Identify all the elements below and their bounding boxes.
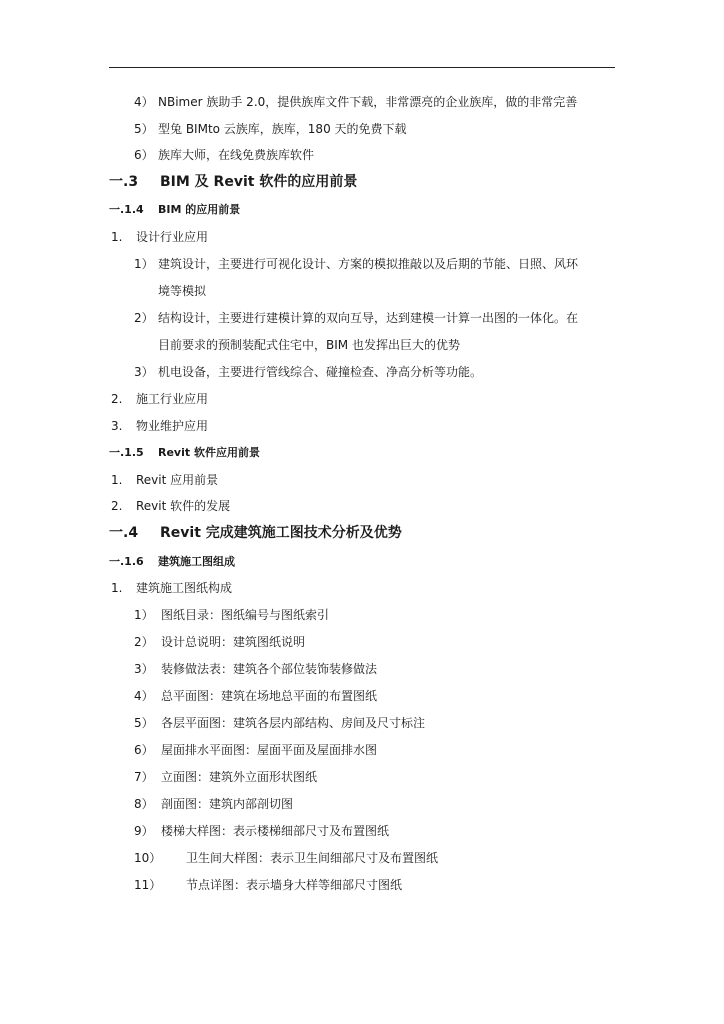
subsection-heading: BIM 的应用前景 <box>158 203 241 216</box>
list-item-text: 结构设计，主要进行建模计算的双向互导，达到建模一计算一出图的一体化。在 <box>158 311 579 325</box>
list-item-number: 3） <box>134 365 154 379</box>
list-item-number: 11） <box>134 878 162 892</box>
subsection-number: 一.1.4 <box>109 203 144 216</box>
list-item-text: 建筑施工图纸构成 <box>136 581 233 595</box>
list-item-number: 6） <box>134 743 154 757</box>
list-item-text: 装修做法表：建筑各个部位装饰装修做法 <box>161 662 378 676</box>
list-item-number: 2. <box>111 499 123 513</box>
list-item-text: 施工行业应用 <box>136 392 209 406</box>
list-item-number: 7） <box>134 770 154 784</box>
subsection-heading: Revit 软件应用前景 <box>158 446 260 459</box>
section-number: 一.4 <box>109 525 139 541</box>
list-item-number: 4） <box>134 95 154 109</box>
list-item-text: Revit 应用前景 <box>136 473 219 487</box>
list-item-number: 2） <box>134 635 154 649</box>
list-item-text-continued: 目前要求的预制装配式住宅中，BIM 也发挥出巨大的优势 <box>158 338 460 352</box>
list-item-number: 4） <box>134 689 154 703</box>
list-item-number: 1） <box>134 257 154 271</box>
list-item-text: Revit 软件的发展 <box>136 499 231 513</box>
list-item-text: 各层平面图：建筑各层内部结构、房间及尺寸标注 <box>161 716 426 730</box>
list-item-text: 剖面图：建筑内部剖切图 <box>161 797 294 811</box>
list-item-number: 3. <box>111 419 123 433</box>
list-item-text: 族库大师，在线免费族库软件 <box>158 148 315 162</box>
list-item-number: 10） <box>134 851 162 865</box>
list-item-text: 楼梯大样图：表示楼梯细部尺寸及布置图纸 <box>161 824 390 838</box>
list-item-number: 1） <box>134 608 154 622</box>
header-rule <box>109 67 615 68</box>
list-item-number: 1. <box>111 473 123 487</box>
list-item-number: 1. <box>111 581 123 595</box>
list-item-text: 图纸目录：图纸编号与图纸索引 <box>161 608 330 622</box>
list-item-text: 立面图：建筑外立面形状图纸 <box>161 770 318 784</box>
list-item-text: 屋面排水平面图：屋面平面及屋面排水图 <box>161 743 378 757</box>
list-item-text: 设计行业应用 <box>136 230 209 244</box>
list-item-number: 2. <box>111 392 123 406</box>
list-item-number: 5） <box>134 122 154 136</box>
list-item-text: 物业维护应用 <box>136 419 209 433</box>
list-item-text: 节点详图：表示墙身大样等细部尺寸图纸 <box>186 878 403 892</box>
list-item-text: 机电设备，主要进行管线综合、碰撞检查、净高分析等功能。 <box>158 365 483 379</box>
list-item-text: 卫生间大样图：表示卫生间细部尺寸及布置图纸 <box>186 851 439 865</box>
subsection-number: 一.1.6 <box>109 555 144 568</box>
list-item-number: 5） <box>134 716 154 730</box>
subsection-number: 一.1.5 <box>109 446 144 459</box>
list-item-number: 1. <box>111 230 123 244</box>
list-item-text: 建筑设计，主要进行可视化设计、方案的模拟推敲以及后期的节能、日照、风环 <box>158 257 579 271</box>
section-heading: Revit 完成建筑施工图技术分析及优势 <box>160 525 402 541</box>
list-item-number: 9） <box>134 824 154 838</box>
list-item-text: NBimer 族助手 2.0，提供族库文件下载，非常漂亮的企业族库，做的非常完善 <box>158 95 578 109</box>
list-item-text: 设计总说明：建筑图纸说明 <box>161 635 306 649</box>
list-item-number: 8） <box>134 797 154 811</box>
list-item-text-continued: 境等模拟 <box>158 284 207 298</box>
list-item-number: 2） <box>134 311 154 325</box>
section-number: 一.3 <box>109 174 139 190</box>
list-item-text: 型兔 BIMto 云族库，族库，180 天的免费下载 <box>158 122 407 136</box>
subsection-heading: 建筑施工图组成 <box>158 555 235 568</box>
list-item-number: 6） <box>134 148 154 162</box>
section-heading: BIM 及 Revit 软件的应用前景 <box>160 174 358 190</box>
list-item-number: 3） <box>134 662 154 676</box>
list-item-text: 总平面图：建筑在场地总平面的布置图纸 <box>161 689 378 703</box>
